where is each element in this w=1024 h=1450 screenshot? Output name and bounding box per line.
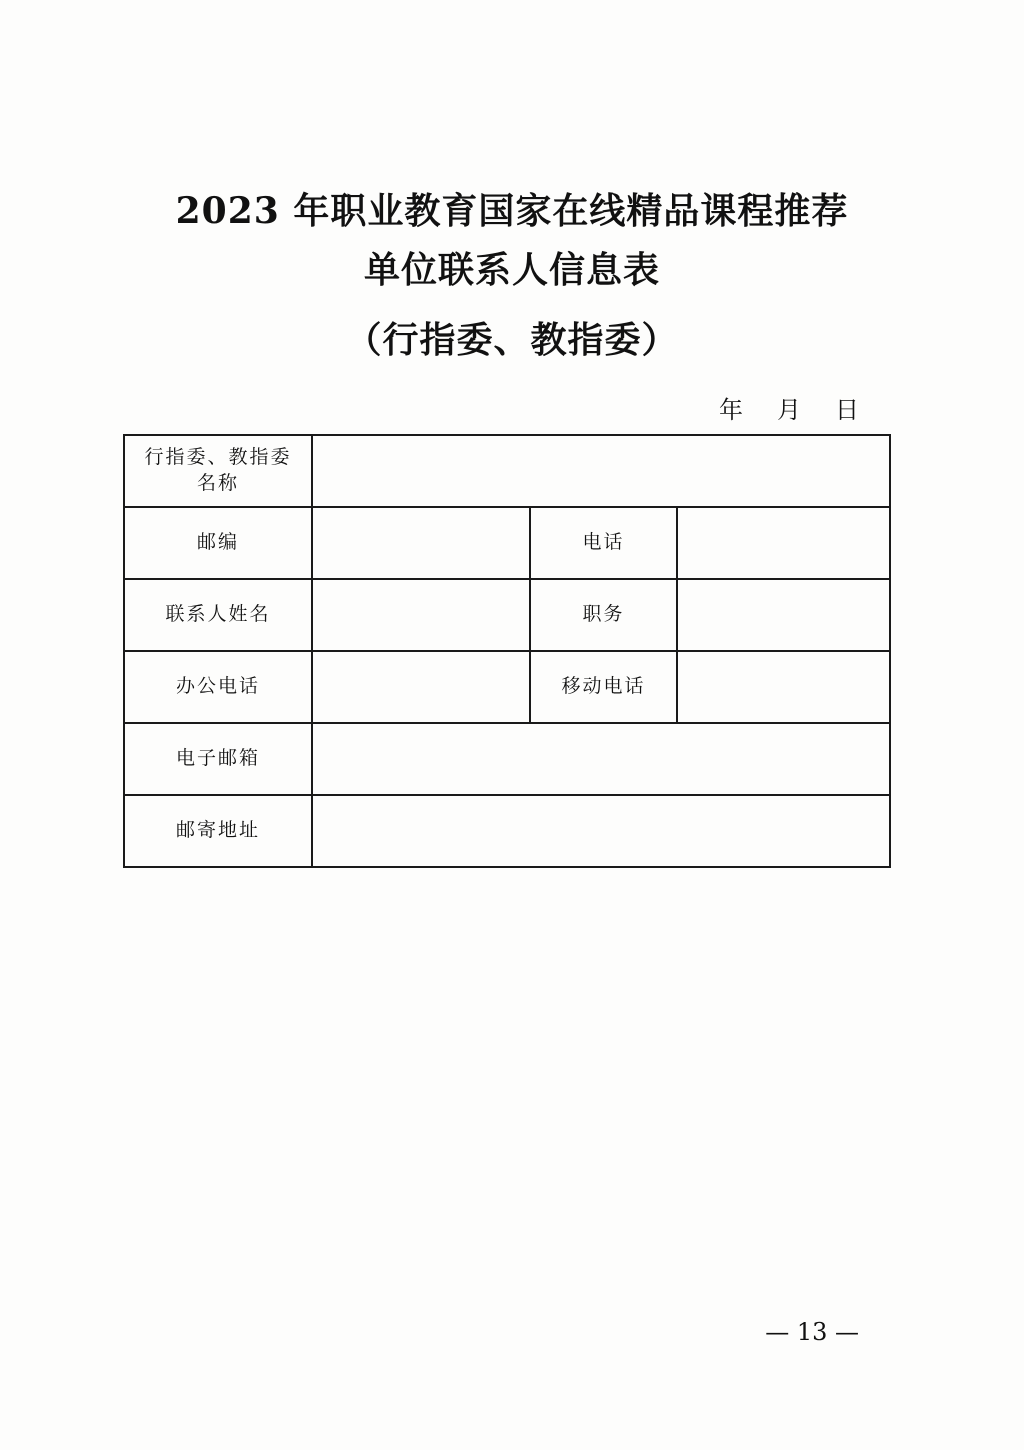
office-phone-field[interactable] <box>312 651 530 723</box>
title-line-2: 单位联系人信息表 <box>363 249 660 291</box>
year-label: 年 <box>719 396 743 424</box>
month-label: 月 <box>777 396 801 424</box>
position-field[interactable] <box>677 579 890 651</box>
phone-field[interactable] <box>677 507 890 579</box>
page-number: — 13 — <box>765 1318 859 1346</box>
position-label: 职务 <box>530 579 677 651</box>
org-name-label <box>124 435 312 507</box>
contact-info-table <box>123 434 891 868</box>
office-phone-label: 办公电话 <box>124 651 312 723</box>
table-row-postcode-phone <box>124 507 890 579</box>
table-row-org-name <box>124 435 890 507</box>
contact-name-label: 联系人姓名 <box>124 579 312 651</box>
org-name-field[interactable] <box>312 435 890 507</box>
table-row-address <box>124 795 890 867</box>
address-field[interactable] <box>312 795 890 867</box>
postcode-label: 邮编 <box>124 507 312 579</box>
table-row-email <box>124 723 890 795</box>
title-line-1: 2023 年职业教育国家在线精品课程推荐 <box>175 190 849 232</box>
table-row-contact-position <box>124 579 890 651</box>
address-label: 邮寄地址 <box>124 795 312 867</box>
mobile-field[interactable] <box>677 651 890 723</box>
date-line <box>719 390 859 425</box>
title-line-3: （行指委、教指委） <box>345 319 679 361</box>
org-name-label-line2: 名称 <box>196 472 239 494</box>
mobile-label: 移动电话 <box>530 651 677 723</box>
phone-label: 电话 <box>530 507 677 579</box>
table-row-office-mobile <box>124 651 890 723</box>
contact-name-field[interactable] <box>312 579 530 651</box>
day-label: 日 <box>835 396 859 424</box>
postcode-field[interactable] <box>312 507 530 579</box>
email-field[interactable] <box>312 723 890 795</box>
email-label: 电子邮箱 <box>124 723 312 795</box>
org-name-label-line1: 行指委、教指委 <box>144 446 292 469</box>
